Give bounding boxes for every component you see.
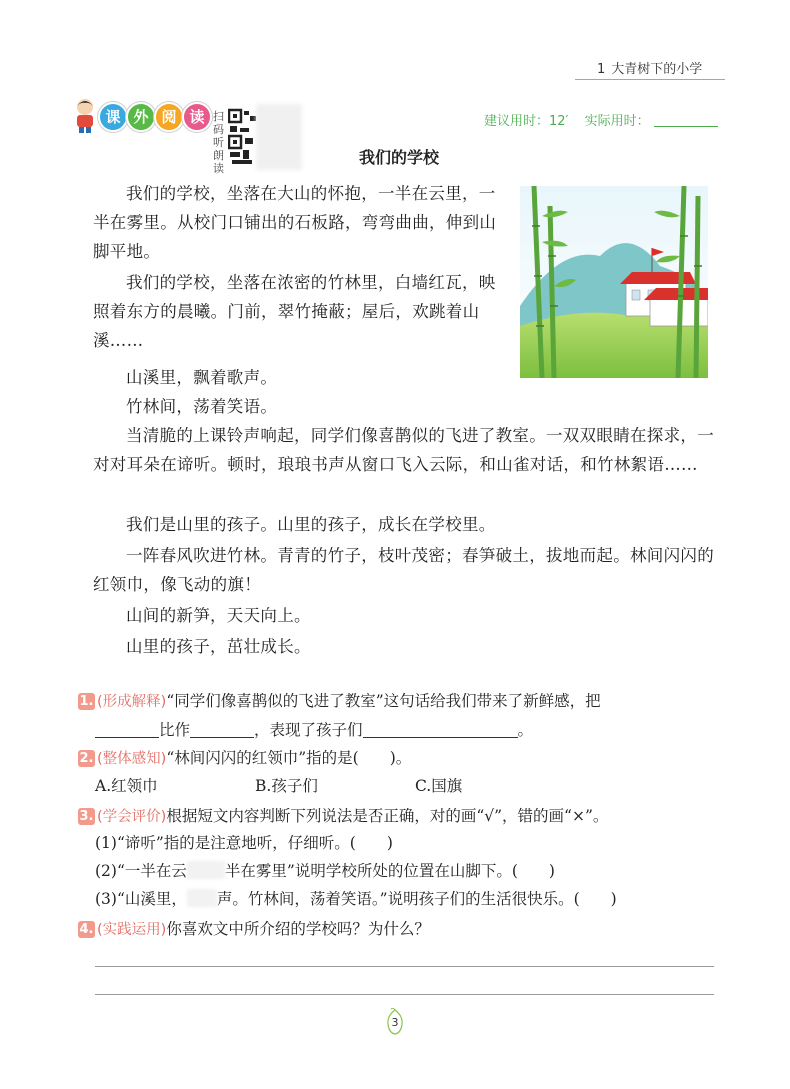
question-2 bbox=[78, 745, 411, 772]
redacted-mark bbox=[187, 861, 225, 879]
passage-paragraph-1: 我们的学校，坐落在大山的怀抱，一半在云里，一半在雾里。从校门口铺出的石板路，弯弯曲曲，伸到山脚平地。 bbox=[93, 184, 497, 261]
question-1-number: 1. bbox=[79, 694, 94, 709]
question-3-tag: (学会评价) bbox=[97, 809, 167, 825]
qr-scan-label: 扫码听朗读 bbox=[213, 110, 224, 175]
q3-item-3[interactable] bbox=[95, 886, 617, 912]
option-c[interactable]: C.国旗 bbox=[415, 777, 463, 795]
passage-title: 我们的学校 bbox=[358, 148, 439, 167]
school-bamboo-illustration bbox=[520, 186, 708, 378]
question-2-number: 2. bbox=[79, 751, 94, 766]
q3-item-1-text: (1)“谛听”指的是注意地听，仔细听。( ) bbox=[95, 834, 393, 852]
passage-paragraph-6: 我们是山里的孩子。山里的孩子，成长在学校里。 bbox=[126, 515, 496, 534]
time-indicator bbox=[484, 110, 718, 129]
q1-blank-1[interactable] bbox=[95, 723, 159, 738]
question-4-number: 4. bbox=[79, 922, 94, 937]
badge-char-3: 阅 bbox=[154, 102, 184, 132]
q1-blank-3[interactable] bbox=[363, 723, 518, 738]
question-4-tag: (实践运用) bbox=[97, 922, 167, 938]
badge-char-2: 外 bbox=[126, 102, 156, 132]
q3-item-2-text-b: 半在雾里”说明学校所处的位置在山脚下。( ) bbox=[224, 862, 555, 880]
q3-item-2-text-a: (2)“一半在云 bbox=[95, 862, 187, 880]
chapter-header bbox=[597, 58, 702, 77]
chapter-number: 1 bbox=[597, 62, 606, 77]
passage-paragraph-2: 我们的学校，坐落在浓密的竹林里，白墙红瓦，映照着东方的晨曦。门前，翠竹掩蔽；屋后，欢跳着山溪…… bbox=[93, 273, 496, 350]
q3-item-3-text-a: (3)“山溪里， bbox=[95, 890, 187, 908]
question-1-tag: (形成解释) bbox=[97, 694, 167, 710]
question-2-text: “林间闪闪的红领巾”指的是( )。 bbox=[166, 749, 412, 767]
q3-item-1[interactable] bbox=[95, 830, 393, 856]
passage-paragraph-4: 竹林间，荡着笑语。 bbox=[126, 397, 278, 416]
q1-end: 。 bbox=[517, 721, 534, 739]
q1-blank-2[interactable] bbox=[190, 723, 254, 738]
question-3-number: 3. bbox=[79, 809, 94, 824]
answer-line-1[interactable] bbox=[95, 966, 714, 967]
header-rule bbox=[575, 79, 725, 80]
question-1 bbox=[78, 688, 601, 715]
q1-compare-word: 比作 bbox=[159, 721, 191, 739]
question-4 bbox=[78, 916, 430, 943]
extracurricular-reading-badge bbox=[72, 96, 212, 140]
actual-time-blank[interactable] bbox=[654, 112, 718, 127]
suggested-time: 建议用时：12′ bbox=[484, 114, 569, 129]
badge-char-1: 课 bbox=[98, 102, 128, 132]
option-b[interactable]: B.孩子们 bbox=[255, 777, 318, 795]
question-1-blanks bbox=[95, 717, 533, 743]
question-3-text: 根据短文内容判断下列说法是否正确，对的画“√”，错的画“×”。 bbox=[166, 807, 609, 825]
question-2-options bbox=[95, 773, 462, 799]
actual-time-label: 实际用时： bbox=[584, 114, 650, 129]
question-4-text: 你喜欢文中所介绍的学校吗？为什么？ bbox=[166, 920, 430, 938]
q3-item-3-text-b: 声。竹林间，荡着笑语。”说明孩子们的生活很快乐。( ) bbox=[216, 890, 617, 908]
redacted-mark bbox=[187, 889, 217, 907]
q1-show-text: ，表现了孩子们 bbox=[254, 721, 363, 739]
chapter-title: 大青树下的小学 bbox=[611, 62, 703, 77]
q3-item-2[interactable] bbox=[95, 858, 555, 884]
answer-line-2[interactable] bbox=[95, 994, 714, 995]
badge-char-4: 读 bbox=[182, 102, 212, 132]
passage-paragraph-7: 一阵春风吹进竹林。青青的竹子，枝叶茂密；春笋破土，拔地而起。林间闪闪的红领巾，像飞动的旗！ bbox=[93, 546, 714, 594]
passage-paragraph-5: 当清脆的上课铃声响起，同学们像喜鹊似的飞进了教室。一双双眼睛在探求，一对对耳朵在谛听。顿时，琅琅书声从窗口飞入云际，和山雀对话，和竹林絮语…… bbox=[93, 426, 714, 474]
option-a[interactable]: A.红领巾 bbox=[95, 777, 158, 795]
passage-paragraph-3: 山溪里，飘着歌声。 bbox=[126, 368, 278, 387]
question-1-text: “同学们像喜鹊似的飞进了教室”这句话给我们带来了新鲜感，把 bbox=[166, 692, 601, 710]
reading-kid-icon bbox=[72, 98, 98, 134]
question-2-tag: (整体感知) bbox=[97, 751, 167, 767]
passage-paragraph-9: 山里的孩子，茁壮成长。 bbox=[126, 637, 311, 656]
passage-paragraph-8: 山间的新笋，天天向上。 bbox=[126, 606, 311, 625]
question-3 bbox=[78, 803, 608, 830]
page-number: 3 bbox=[391, 1016, 399, 1029]
